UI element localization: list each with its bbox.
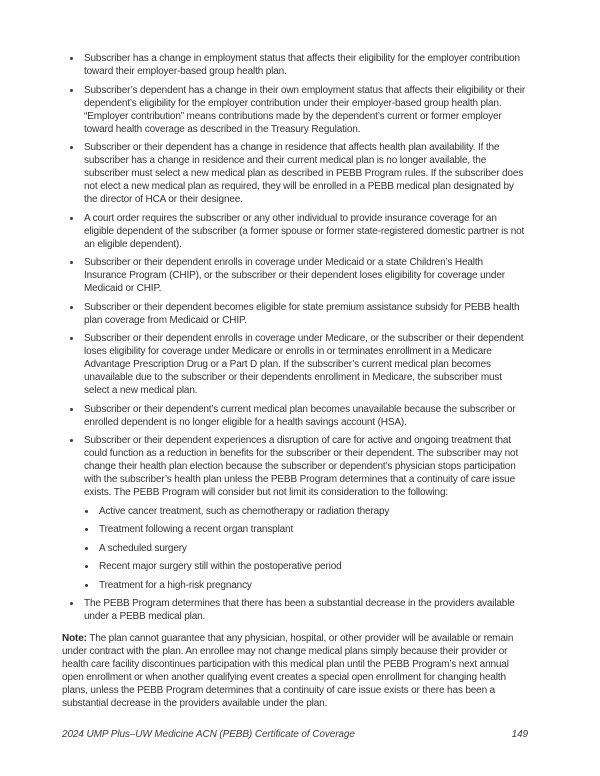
list-item: • Subscriber or their dependent has a change in residence that affects health plan availability. If the subscriber has a change in residence and their current medical plan is no longer available, the subscriber must select a new medical plan as described in PEBB Program rules. If the subscriber does not elect a new medical plan as required, they will be enrolled in a PEBB medical plan designated by the director of HCA or their designee. <box>82 141 528 206</box>
continuity-of-care-sub-list <box>84 505 528 592</box>
sub-list-item: • Treatment for a high-risk pregnancy <box>97 579 528 592</box>
list-item: • Subscriber or their dependent enrolls in coverage under Medicaid or a state Children’s Health Insurance Program (CHIP), or the subscriber or their dependent loses eligibility for coverage under Medicaid or CHIP. <box>82 256 528 295</box>
sub-list-item: • Treatment following a recent organ transplant <box>97 523 528 536</box>
qualifying-events-list <box>62 52 528 623</box>
list-item <box>82 434 528 592</box>
list-item: • The PEBB Program determines that there has been a substantial decrease in the providers available under a PEBB medical plan. <box>82 597 528 623</box>
list-item-text: Subscriber or their dependent experiences a disruption of care for active and ongoing treatment that could function as a reduction in benefits for the subscriber or their dependent. The subscriber may not change their health plan election because the subscriber or dependent’s physician stops participation with the subscriber’s health plan unless the PEBB Program determines that a continuity of care issue exists. The PEBB Program will consider but not limit its consideration to the following: <box>84 435 519 498</box>
list-item: • Subscriber or their dependent becomes eligible for state premium assistance subsidy for PEBB health plan coverage from Medicaid or CHIP. <box>82 301 528 327</box>
page-footer <box>62 729 528 740</box>
note-paragraph <box>62 632 528 710</box>
footer-document-title: 2024 UMP Plus–UW Medicine ACN (PEBB) Certificate of Coverage <box>62 729 355 740</box>
note-text: The plan cannot guarantee that any physician, hospital, or other provider will be available or remain under contract with the plan. An enrollee may not change medical plans simply because their provider or health care facility discontinues participation with this medical plan until the PEBB Program’s next annual open enrollment or when another qualifying event creates a special open enrollment for changing health plans, unless the PEBB Program determines that a continuity of care issue exists or there has been a substantial decrease in the providers available under the plan. <box>62 633 514 709</box>
sub-list-item: • Recent major surgery still within the postoperative period <box>97 560 528 573</box>
footer-page-number: 149 <box>511 729 528 740</box>
note-label: Note: <box>62 633 87 644</box>
list-item: • Subscriber has a change in employment status that affects their eligibility for the employer contribution toward their employer-based group health plan. <box>82 52 528 78</box>
list-item: • Subscriber or their dependent enrolls in coverage under Medicare, or the subscriber or their dependent loses eligibility for coverage under Medicare or enrolls in or terminates enrollment in a Medicare Advantage Prescription Drug or a Part D plan. If the subscriber’s current medical plan becomes unavailable due to the subscriber or their dependents enrollment in Medicare, the subscriber must select a new medical plan. <box>82 332 528 397</box>
sub-list-item: • Active cancer treatment, such as chemotherapy or radiation therapy <box>97 505 528 518</box>
list-item: • Subscriber’s dependent has a change in their own employment status that affects their eligibility or their dependent’s eligibility for the employer contribution under their employer-based group health plan. “Employer contribution” means contributions made by the dependent’s current or former employer toward health coverage as described in the Treasury Regulation. <box>82 84 528 136</box>
list-item: • A court order requires the subscriber or any other individual to provide insurance coverage for an eligible dependent of the subscriber (a former spouse or former state-registered domestic partner is not an eligible dependent). <box>82 212 528 251</box>
sub-list-item: • A scheduled surgery <box>97 542 528 555</box>
list-item: • Subscriber or their dependent’s current medical plan becomes unavailable because the subscriber or enrolled dependent is no longer eligible for a health savings account (HSA). <box>82 403 528 429</box>
